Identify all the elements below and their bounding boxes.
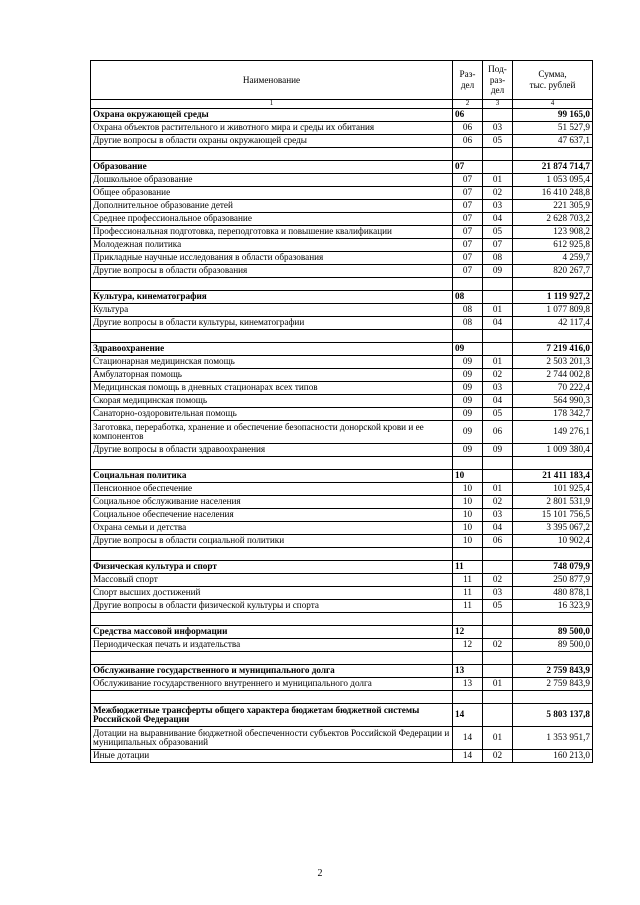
- name-cell: Среднее профессиональное образование: [91, 213, 453, 226]
- name-cell: Физическая культура и спорт: [91, 561, 453, 574]
- razdel-cell: 10: [453, 509, 483, 522]
- empty-cell: [483, 652, 513, 665]
- razdel-cell: 07: [453, 213, 483, 226]
- razdel-cell: 14: [453, 727, 483, 750]
- sum-cell: 47 637,1: [513, 135, 593, 148]
- table-row: [91, 356, 593, 369]
- sum-cell: 21 874 714,7: [513, 161, 593, 174]
- empty-cell: [483, 148, 513, 161]
- sum-cell: 1 119 927,2: [513, 291, 593, 304]
- podrazdel-cell: [483, 561, 513, 574]
- name-cell: Прикладные научные исследования в области образования: [91, 252, 453, 265]
- table-row: [91, 252, 593, 265]
- table-row: [91, 509, 593, 522]
- razdel-cell: 12: [453, 639, 483, 652]
- sum-cell: 101 925,4: [513, 483, 593, 496]
- razdel-cell: 13: [453, 665, 483, 678]
- sum-cell: 16 323,9: [513, 600, 593, 613]
- razdel-cell: 12: [453, 626, 483, 639]
- name-cell: Санаторно-оздоровительная помощь: [91, 408, 453, 421]
- empty-cell: [513, 548, 593, 561]
- podrazdel-cell: 09: [483, 265, 513, 278]
- podrazdel-cell: 05: [483, 226, 513, 239]
- empty-cell: [483, 278, 513, 291]
- empty-cell: [513, 691, 593, 704]
- razdel-cell: 08: [453, 317, 483, 330]
- name-cell: Общее образование: [91, 187, 453, 200]
- name-cell: Пенсионное обеспечение: [91, 483, 453, 496]
- podrazdel-cell: [483, 626, 513, 639]
- spacer-row: [91, 548, 593, 561]
- razdel-cell: 06: [453, 109, 483, 122]
- podrazdel-cell: [483, 291, 513, 304]
- empty-cell: [453, 330, 483, 343]
- table-row: [91, 750, 593, 763]
- name-cell: Охрана объектов растительного и животного мира и среды их обитания: [91, 122, 453, 135]
- name-cell: Другие вопросы в области образования: [91, 265, 453, 278]
- table-row: [91, 444, 593, 457]
- razdel-cell: 10: [453, 496, 483, 509]
- sum-cell: 250 877,9: [513, 574, 593, 587]
- sum-cell: 70 222,4: [513, 382, 593, 395]
- podrazdel-cell: 03: [483, 509, 513, 522]
- name-cell: Стационарная медицинская помощь: [91, 356, 453, 369]
- empty-cell: [91, 148, 453, 161]
- table-body: [91, 109, 593, 763]
- sum-cell: 7 219 416,0: [513, 343, 593, 356]
- table-row: [91, 496, 593, 509]
- table-row: [91, 200, 593, 213]
- razdel-cell: 09: [453, 444, 483, 457]
- spacer-row: [91, 278, 593, 291]
- empty-cell: [91, 457, 453, 470]
- section-row: [91, 343, 593, 356]
- sum-cell: 149 276,1: [513, 421, 593, 444]
- name-cell: Социальное обслуживание населения: [91, 496, 453, 509]
- column-number: 1: [91, 100, 453, 109]
- podrazdel-cell: 02: [483, 750, 513, 763]
- podrazdel-cell: 01: [483, 678, 513, 691]
- empty-cell: [453, 691, 483, 704]
- table-row: [91, 727, 593, 750]
- name-cell: Обслуживание государственного и муниципального долга: [91, 665, 453, 678]
- razdel-cell: 13: [453, 678, 483, 691]
- name-cell: Культура: [91, 304, 453, 317]
- podrazdel-cell: 01: [483, 356, 513, 369]
- podrazdel-cell: 02: [483, 369, 513, 382]
- empty-cell: [453, 148, 483, 161]
- razdel-cell: 09: [453, 408, 483, 421]
- podrazdel-cell: 04: [483, 213, 513, 226]
- razdel-cell: 08: [453, 304, 483, 317]
- razdel-cell: 07: [453, 161, 483, 174]
- podrazdel-cell: 04: [483, 522, 513, 535]
- name-cell: Спорт высших достижений: [91, 587, 453, 600]
- podrazdel-cell: 05: [483, 135, 513, 148]
- razdel-cell: 10: [453, 535, 483, 548]
- section-row: [91, 665, 593, 678]
- table-row: [91, 187, 593, 200]
- name-cell: Профессиональная подготовка, переподготовка и повышение квалификации: [91, 226, 453, 239]
- column-number: 2: [453, 100, 483, 109]
- podrazdel-cell: 06: [483, 535, 513, 548]
- section-row: [91, 109, 593, 122]
- razdel-cell: 07: [453, 265, 483, 278]
- podrazdel-cell: 05: [483, 600, 513, 613]
- table-header-row: [91, 61, 593, 100]
- razdel-cell: 11: [453, 561, 483, 574]
- header-podrazdel: Под- раз- дел: [483, 61, 513, 100]
- name-cell: Амбулаторная помощь: [91, 369, 453, 382]
- table-row: [91, 421, 593, 444]
- sum-cell: 2 503 201,3: [513, 356, 593, 369]
- podrazdel-cell: 03: [483, 200, 513, 213]
- empty-cell: [483, 330, 513, 343]
- section-row: [91, 561, 593, 574]
- sum-cell: 564 990,3: [513, 395, 593, 408]
- table-row: [91, 174, 593, 187]
- table-row: [91, 226, 593, 239]
- empty-cell: [453, 548, 483, 561]
- name-cell: Культура, кинематография: [91, 291, 453, 304]
- empty-cell: [453, 457, 483, 470]
- razdel-cell: 10: [453, 470, 483, 483]
- section-row: [91, 470, 593, 483]
- sum-cell: 1 009 380,4: [513, 444, 593, 457]
- sum-cell: 2 744 002,8: [513, 369, 593, 382]
- razdel-cell: 11: [453, 600, 483, 613]
- name-cell: Другие вопросы в области физической культуры и спорта: [91, 600, 453, 613]
- razdel-cell: 08: [453, 291, 483, 304]
- empty-cell: [483, 613, 513, 626]
- spacer-row: [91, 652, 593, 665]
- razdel-cell: 10: [453, 483, 483, 496]
- empty-cell: [453, 278, 483, 291]
- sum-cell: 4 259,7: [513, 252, 593, 265]
- name-cell: Массовый спорт: [91, 574, 453, 587]
- name-cell: Средства массовой информации: [91, 626, 453, 639]
- podrazdel-cell: 09: [483, 444, 513, 457]
- empty-cell: [91, 691, 453, 704]
- sum-cell: 160 213,0: [513, 750, 593, 763]
- sum-cell: 1 353 951,7: [513, 727, 593, 750]
- razdel-cell: 07: [453, 252, 483, 265]
- empty-cell: [483, 457, 513, 470]
- table-row: [91, 122, 593, 135]
- sum-cell: 2 759 843,9: [513, 665, 593, 678]
- podrazdel-cell: [483, 665, 513, 678]
- podrazdel-cell: 02: [483, 187, 513, 200]
- table-row: [91, 395, 593, 408]
- podrazdel-cell: 04: [483, 317, 513, 330]
- header-summa: Сумма, тыс. рублей: [513, 61, 593, 100]
- razdel-cell: 07: [453, 200, 483, 213]
- razdel-cell: 11: [453, 587, 483, 600]
- column-number: 3: [483, 100, 513, 109]
- spacer-row: [91, 148, 593, 161]
- sum-cell: 21 411 183,4: [513, 470, 593, 483]
- page-number: 2: [317, 868, 323, 879]
- sum-cell: 1 053 095,4: [513, 174, 593, 187]
- name-cell: Молодежная политика: [91, 239, 453, 252]
- table-row: [91, 265, 593, 278]
- table-row: [91, 369, 593, 382]
- empty-cell: [513, 278, 593, 291]
- razdel-cell: 09: [453, 369, 483, 382]
- name-cell: Скорая медицинская помощь: [91, 395, 453, 408]
- razdel-cell: 14: [453, 750, 483, 763]
- name-cell: Образование: [91, 161, 453, 174]
- sum-cell: 612 925,8: [513, 239, 593, 252]
- name-cell: Иные дотации: [91, 750, 453, 763]
- name-cell: Охрана семьи и детства: [91, 522, 453, 535]
- razdel-cell: 09: [453, 421, 483, 444]
- sum-cell: 10 902,4: [513, 535, 593, 548]
- budget-table: [90, 60, 593, 763]
- name-cell: Периодическая печать и издательства: [91, 639, 453, 652]
- razdel-cell: 06: [453, 135, 483, 148]
- podrazdel-cell: 04: [483, 395, 513, 408]
- table-row: [91, 408, 593, 421]
- sum-cell: 2 759 843,9: [513, 678, 593, 691]
- header-razdel: Раз- дел: [453, 61, 483, 100]
- spacer-row: [91, 613, 593, 626]
- razdel-cell: 07: [453, 226, 483, 239]
- podrazdel-cell: 02: [483, 639, 513, 652]
- razdel-cell: 07: [453, 187, 483, 200]
- name-cell: Другие вопросы в области здравоохранения: [91, 444, 453, 457]
- empty-cell: [513, 457, 593, 470]
- name-cell: Дополнительное образование детей: [91, 200, 453, 213]
- empty-cell: [453, 613, 483, 626]
- podrazdel-cell: [483, 109, 513, 122]
- name-cell: Обслуживание государственного внутреннего и муниципального долга: [91, 678, 453, 691]
- table-row: [91, 317, 593, 330]
- podrazdel-cell: [483, 470, 513, 483]
- column-number-row: [91, 100, 593, 109]
- razdel-cell: 11: [453, 574, 483, 587]
- table-row: [91, 304, 593, 317]
- podrazdel-cell: 02: [483, 496, 513, 509]
- sum-cell: 1 077 809,8: [513, 304, 593, 317]
- empty-cell: [513, 148, 593, 161]
- podrazdel-cell: 08: [483, 252, 513, 265]
- podrazdel-cell: 01: [483, 727, 513, 750]
- podrazdel-cell: 07: [483, 239, 513, 252]
- header-name: Наименование: [91, 61, 453, 100]
- section-row: [91, 626, 593, 639]
- empty-cell: [483, 548, 513, 561]
- empty-cell: [513, 652, 593, 665]
- section-row: [91, 291, 593, 304]
- table-row: [91, 239, 593, 252]
- podrazdel-cell: [483, 161, 513, 174]
- empty-cell: [483, 691, 513, 704]
- table-row: [91, 483, 593, 496]
- section-row: [91, 704, 593, 727]
- name-cell: Охрана окружающей среды: [91, 109, 453, 122]
- sum-cell: 89 500,0: [513, 639, 593, 652]
- name-cell: Социальное обеспечение населения: [91, 509, 453, 522]
- razdel-cell: 07: [453, 239, 483, 252]
- name-cell: Здравоохранение: [91, 343, 453, 356]
- podrazdel-cell: [483, 704, 513, 727]
- name-cell: Дотации на выравнивание бюджетной обеспеченности субъектов Российской Федерации и муниципальных образований: [91, 727, 453, 750]
- podrazdel-cell: 01: [483, 483, 513, 496]
- spacer-row: [91, 457, 593, 470]
- sum-cell: 16 410 248,8: [513, 187, 593, 200]
- empty-cell: [91, 548, 453, 561]
- razdel-cell: 09: [453, 395, 483, 408]
- sum-cell: 178 342,7: [513, 408, 593, 421]
- razdel-cell: 07: [453, 174, 483, 187]
- sum-cell: 51 527,9: [513, 122, 593, 135]
- name-cell: Заготовка, переработка, хранение и обеспечение безопасности донорской крови и ее компонентов: [91, 421, 453, 444]
- sum-cell: 2 628 703,2: [513, 213, 593, 226]
- podrazdel-cell: 03: [483, 382, 513, 395]
- table-row: [91, 135, 593, 148]
- empty-cell: [453, 652, 483, 665]
- podrazdel-cell: 02: [483, 574, 513, 587]
- spacer-row: [91, 691, 593, 704]
- sum-cell: 42 117,4: [513, 317, 593, 330]
- razdel-cell: 10: [453, 522, 483, 535]
- sum-cell: 221 305,9: [513, 200, 593, 213]
- name-cell: Другие вопросы в области культуры, кинематографии: [91, 317, 453, 330]
- sum-cell: 748 079,9: [513, 561, 593, 574]
- razdel-cell: 06: [453, 122, 483, 135]
- podrazdel-cell: 05: [483, 408, 513, 421]
- razdel-cell: 09: [453, 382, 483, 395]
- empty-cell: [91, 278, 453, 291]
- empty-cell: [513, 613, 593, 626]
- podrazdel-cell: 06: [483, 421, 513, 444]
- table-row: [91, 535, 593, 548]
- podrazdel-cell: 03: [483, 122, 513, 135]
- sum-cell: 99 165,0: [513, 109, 593, 122]
- podrazdel-cell: 01: [483, 174, 513, 187]
- name-cell: Другие вопросы в области охраны окружающей среды: [91, 135, 453, 148]
- sum-cell: 123 908,2: [513, 226, 593, 239]
- razdel-cell: 14: [453, 704, 483, 727]
- sum-cell: 89 500,0: [513, 626, 593, 639]
- table-row: [91, 574, 593, 587]
- table-row: [91, 522, 593, 535]
- section-row: [91, 161, 593, 174]
- empty-cell: [513, 330, 593, 343]
- name-cell: Медицинская помощь в дневных стационарах всех типов: [91, 382, 453, 395]
- razdel-cell: 09: [453, 356, 483, 369]
- table-row: [91, 382, 593, 395]
- column-number: 4: [513, 100, 593, 109]
- podrazdel-cell: 01: [483, 304, 513, 317]
- name-cell: Другие вопросы в области социальной политики: [91, 535, 453, 548]
- podrazdel-cell: 03: [483, 587, 513, 600]
- razdel-cell: 09: [453, 343, 483, 356]
- empty-cell: [91, 613, 453, 626]
- empty-cell: [91, 330, 453, 343]
- sum-cell: 480 878,1: [513, 587, 593, 600]
- table-row: [91, 213, 593, 226]
- empty-cell: [91, 652, 453, 665]
- table-row: [91, 587, 593, 600]
- name-cell: Социальная политика: [91, 470, 453, 483]
- sum-cell: 15 101 756,5: [513, 509, 593, 522]
- sum-cell: 820 267,7: [513, 265, 593, 278]
- sum-cell: 3 395 067,2: [513, 522, 593, 535]
- name-cell: Дошкольное образование: [91, 174, 453, 187]
- podrazdel-cell: [483, 343, 513, 356]
- sum-cell: 2 801 531,9: [513, 496, 593, 509]
- spacer-row: [91, 330, 593, 343]
- name-cell: Межбюджетные трансферты общего характера бюджетам бюджетной системы Российской Федерации: [91, 704, 453, 727]
- sum-cell: 5 803 137,8: [513, 704, 593, 727]
- table-row: [91, 639, 593, 652]
- table-row: [91, 600, 593, 613]
- table-row: [91, 678, 593, 691]
